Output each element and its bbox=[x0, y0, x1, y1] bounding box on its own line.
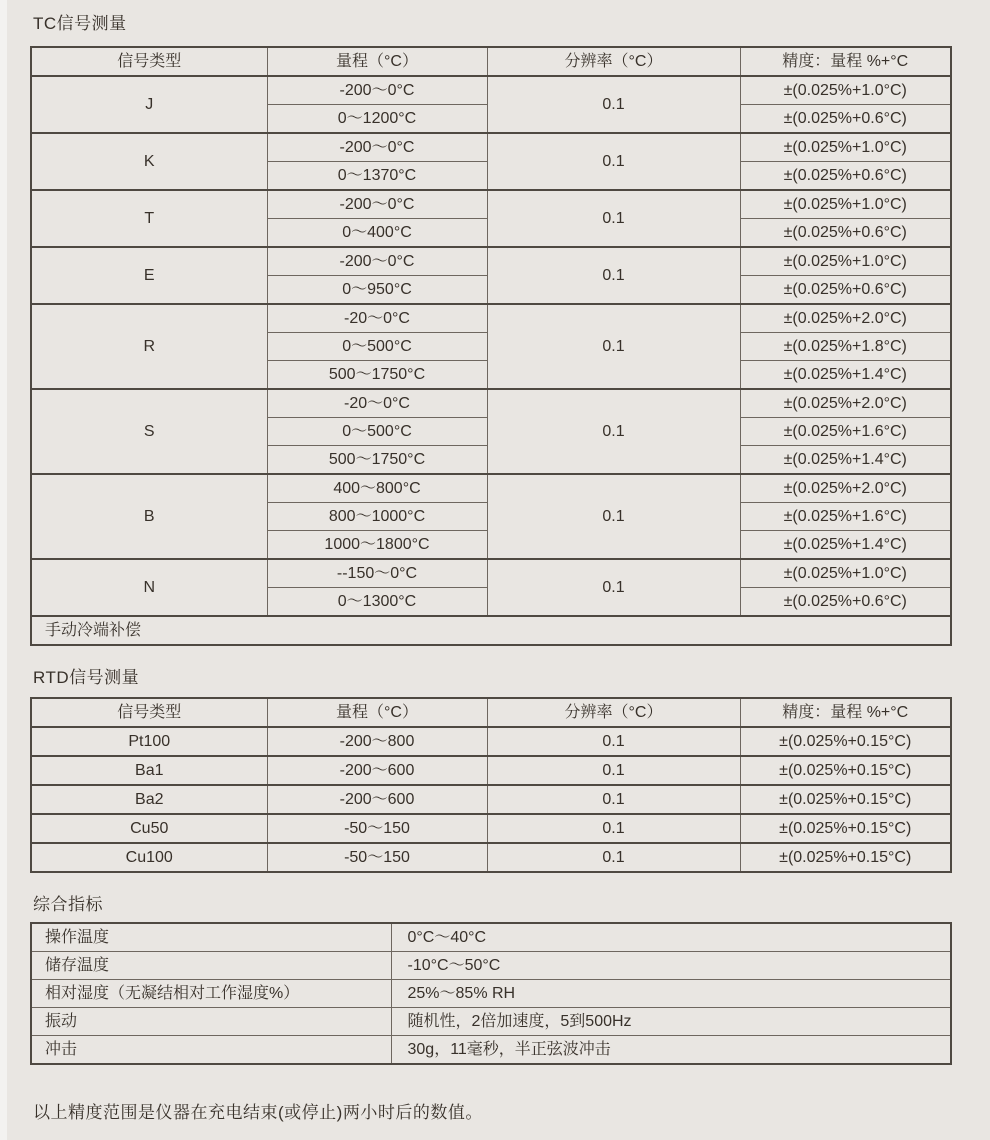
signal-type-cell: Ba1 bbox=[31, 756, 267, 785]
tc-section-title: TC信号测量 bbox=[33, 14, 127, 33]
spec-value-cell: 0°C～40°C bbox=[391, 923, 951, 952]
table-row bbox=[31, 247, 951, 276]
range-cell: 800～1000°C bbox=[267, 503, 487, 531]
spec-value-cell: 25%～85% RH bbox=[391, 980, 951, 1008]
table-row bbox=[31, 785, 951, 814]
table-row bbox=[31, 76, 951, 105]
accuracy-cell: ±(0.025%+1.0°C) bbox=[740, 559, 951, 588]
range-cell: -50～150 bbox=[267, 843, 487, 872]
accuracy-cell: ±(0.025%+0.15°C) bbox=[740, 727, 951, 756]
range-cell: 0～1300°C bbox=[267, 588, 487, 617]
accuracy-cell: ±(0.025%+0.6°C) bbox=[740, 105, 951, 134]
accuracy-cell: ±(0.025%+1.4°C) bbox=[740, 531, 951, 560]
range-cell: 0～500°C bbox=[267, 333, 487, 361]
col-header-signal-type: 信号类型 bbox=[31, 698, 267, 727]
signal-type-cell: Cu100 bbox=[31, 843, 267, 872]
col-header-accuracy: 精度：量程 %+°C bbox=[740, 47, 951, 76]
spec-label-cell: 振动 bbox=[31, 1008, 391, 1036]
table-row bbox=[31, 756, 951, 785]
resolution-cell: 0.1 bbox=[487, 756, 740, 785]
rtd-table bbox=[30, 697, 952, 873]
col-header-range: 量程（°C） bbox=[267, 47, 487, 76]
resolution-cell: 0.1 bbox=[487, 474, 740, 559]
table-row bbox=[31, 559, 951, 588]
range-cell: 0～1200°C bbox=[267, 105, 487, 134]
spec-value-cell: 30g，11毫秒，半正弦波冲击 bbox=[391, 1036, 951, 1065]
signal-type-cell: K bbox=[31, 133, 267, 190]
range-cell: 400～800°C bbox=[267, 474, 487, 503]
resolution-cell: 0.1 bbox=[487, 727, 740, 756]
rtd-section-title: RTD信号测量 bbox=[33, 668, 140, 687]
signal-type-cell: Cu50 bbox=[31, 814, 267, 843]
tc-table bbox=[30, 46, 952, 646]
signal-type-cell: T bbox=[31, 190, 267, 247]
table-row bbox=[31, 952, 951, 980]
signal-type-cell: S bbox=[31, 389, 267, 474]
signal-type-cell: E bbox=[31, 247, 267, 304]
manual-cjc-note: 手动冷端补偿 bbox=[31, 616, 951, 645]
resolution-cell: 0.1 bbox=[487, 814, 740, 843]
signal-type-cell: J bbox=[31, 76, 267, 133]
general-table bbox=[30, 922, 952, 1065]
accuracy-cell: ±(0.025%+1.0°C) bbox=[740, 247, 951, 276]
range-cell: 0～1370°C bbox=[267, 162, 487, 191]
accuracy-cell: ±(0.025%+1.4°C) bbox=[740, 446, 951, 475]
spec-label-cell: 储存温度 bbox=[31, 952, 391, 980]
resolution-cell: 0.1 bbox=[487, 247, 740, 304]
resolution-cell: 0.1 bbox=[487, 843, 740, 872]
range-cell: 500～1750°C bbox=[267, 361, 487, 390]
page-left-edge bbox=[0, 0, 7, 1140]
accuracy-cell: ±(0.025%+1.0°C) bbox=[740, 76, 951, 105]
accuracy-cell: ±(0.025%+0.6°C) bbox=[740, 219, 951, 248]
range-cell: 0～400°C bbox=[267, 219, 487, 248]
accuracy-cell: ±(0.025%+2.0°C) bbox=[740, 474, 951, 503]
range-cell: 0～500°C bbox=[267, 418, 487, 446]
table-row bbox=[31, 727, 951, 756]
range-cell: -50～150 bbox=[267, 814, 487, 843]
accuracy-cell: ±(0.025%+0.15°C) bbox=[740, 843, 951, 872]
table-row bbox=[31, 304, 951, 333]
table-row bbox=[31, 1036, 951, 1065]
general-section-title: 综合指标 bbox=[33, 895, 103, 914]
range-cell: -200～0°C bbox=[267, 190, 487, 219]
accuracy-cell: ±(0.025%+0.6°C) bbox=[740, 588, 951, 617]
col-header-signal-type: 信号类型 bbox=[31, 47, 267, 76]
table-row bbox=[31, 133, 951, 162]
spec-label-cell: 操作温度 bbox=[31, 923, 391, 952]
accuracy-cell: ±(0.025%+0.15°C) bbox=[740, 814, 951, 843]
table-row bbox=[31, 474, 951, 503]
table-row bbox=[31, 1008, 951, 1036]
table-row bbox=[31, 843, 951, 872]
signal-type-cell: Ba2 bbox=[31, 785, 267, 814]
resolution-cell: 0.1 bbox=[487, 190, 740, 247]
resolution-cell: 0.1 bbox=[487, 304, 740, 389]
range-cell: -200～600 bbox=[267, 785, 487, 814]
col-header-resolution: 分辨率（°C） bbox=[487, 698, 740, 727]
resolution-cell: 0.1 bbox=[487, 133, 740, 190]
range-cell: -200～0°C bbox=[267, 76, 487, 105]
col-header-resolution: 分辨率（°C） bbox=[487, 47, 740, 76]
range-cell: 1000～1800°C bbox=[267, 531, 487, 560]
col-header-range: 量程（°C） bbox=[267, 698, 487, 727]
resolution-cell: 0.1 bbox=[487, 785, 740, 814]
accuracy-cell: ±(0.025%+0.15°C) bbox=[740, 785, 951, 814]
range-cell: -200～0°C bbox=[267, 247, 487, 276]
range-cell: -200～600 bbox=[267, 756, 487, 785]
table-row bbox=[31, 389, 951, 418]
range-cell: -20～0°C bbox=[267, 389, 487, 418]
table-row bbox=[31, 923, 951, 952]
resolution-cell: 0.1 bbox=[487, 76, 740, 133]
range-cell: --150～0°C bbox=[267, 559, 487, 588]
signal-type-cell: R bbox=[31, 304, 267, 389]
range-cell: -200～800 bbox=[267, 727, 487, 756]
table-row bbox=[31, 616, 951, 645]
accuracy-cell: ±(0.025%+1.8°C) bbox=[740, 333, 951, 361]
accuracy-cell: ±(0.025%+1.0°C) bbox=[740, 190, 951, 219]
accuracy-cell: ±(0.025%+0.6°C) bbox=[740, 162, 951, 191]
signal-type-cell: N bbox=[31, 559, 267, 616]
table-row bbox=[31, 980, 951, 1008]
accuracy-cell: ±(0.025%+2.0°C) bbox=[740, 389, 951, 418]
rtd-header-row bbox=[31, 698, 951, 727]
range-cell: -20～0°C bbox=[267, 304, 487, 333]
accuracy-conditions-note: 以上精度范围是仪器在充电结束(或停止)两小时后的数值。 bbox=[33, 1103, 483, 1122]
table-row bbox=[31, 190, 951, 219]
accuracy-cell: ±(0.025%+1.4°C) bbox=[740, 361, 951, 390]
signal-type-cell: B bbox=[31, 474, 267, 559]
col-header-accuracy: 精度：量程 %+°C bbox=[740, 698, 951, 727]
table-row bbox=[31, 814, 951, 843]
accuracy-cell: ±(0.025%+1.0°C) bbox=[740, 133, 951, 162]
page-content bbox=[30, 0, 950, 1123]
accuracy-cell: ±(0.025%+2.0°C) bbox=[740, 304, 951, 333]
spec-label-cell: 相对湿度（无凝结相对工作湿度%） bbox=[31, 980, 391, 1008]
accuracy-cell: ±(0.025%+1.6°C) bbox=[740, 418, 951, 446]
signal-type-cell: Pt100 bbox=[31, 727, 267, 756]
tc-header-row bbox=[31, 47, 951, 76]
accuracy-cell: ±(0.025%+0.6°C) bbox=[740, 276, 951, 305]
range-cell: -200～0°C bbox=[267, 133, 487, 162]
range-cell: 0～950°C bbox=[267, 276, 487, 305]
accuracy-cell: ±(0.025%+0.15°C) bbox=[740, 756, 951, 785]
resolution-cell: 0.1 bbox=[487, 559, 740, 616]
spec-label-cell: 冲击 bbox=[31, 1036, 391, 1065]
accuracy-cell: ±(0.025%+1.6°C) bbox=[740, 503, 951, 531]
spec-value-cell: -10°C～50°C bbox=[391, 952, 951, 980]
range-cell: 500～1750°C bbox=[267, 446, 487, 475]
spec-value-cell: 随机性，2倍加速度，5到500Hz bbox=[391, 1008, 951, 1036]
resolution-cell: 0.1 bbox=[487, 389, 740, 474]
